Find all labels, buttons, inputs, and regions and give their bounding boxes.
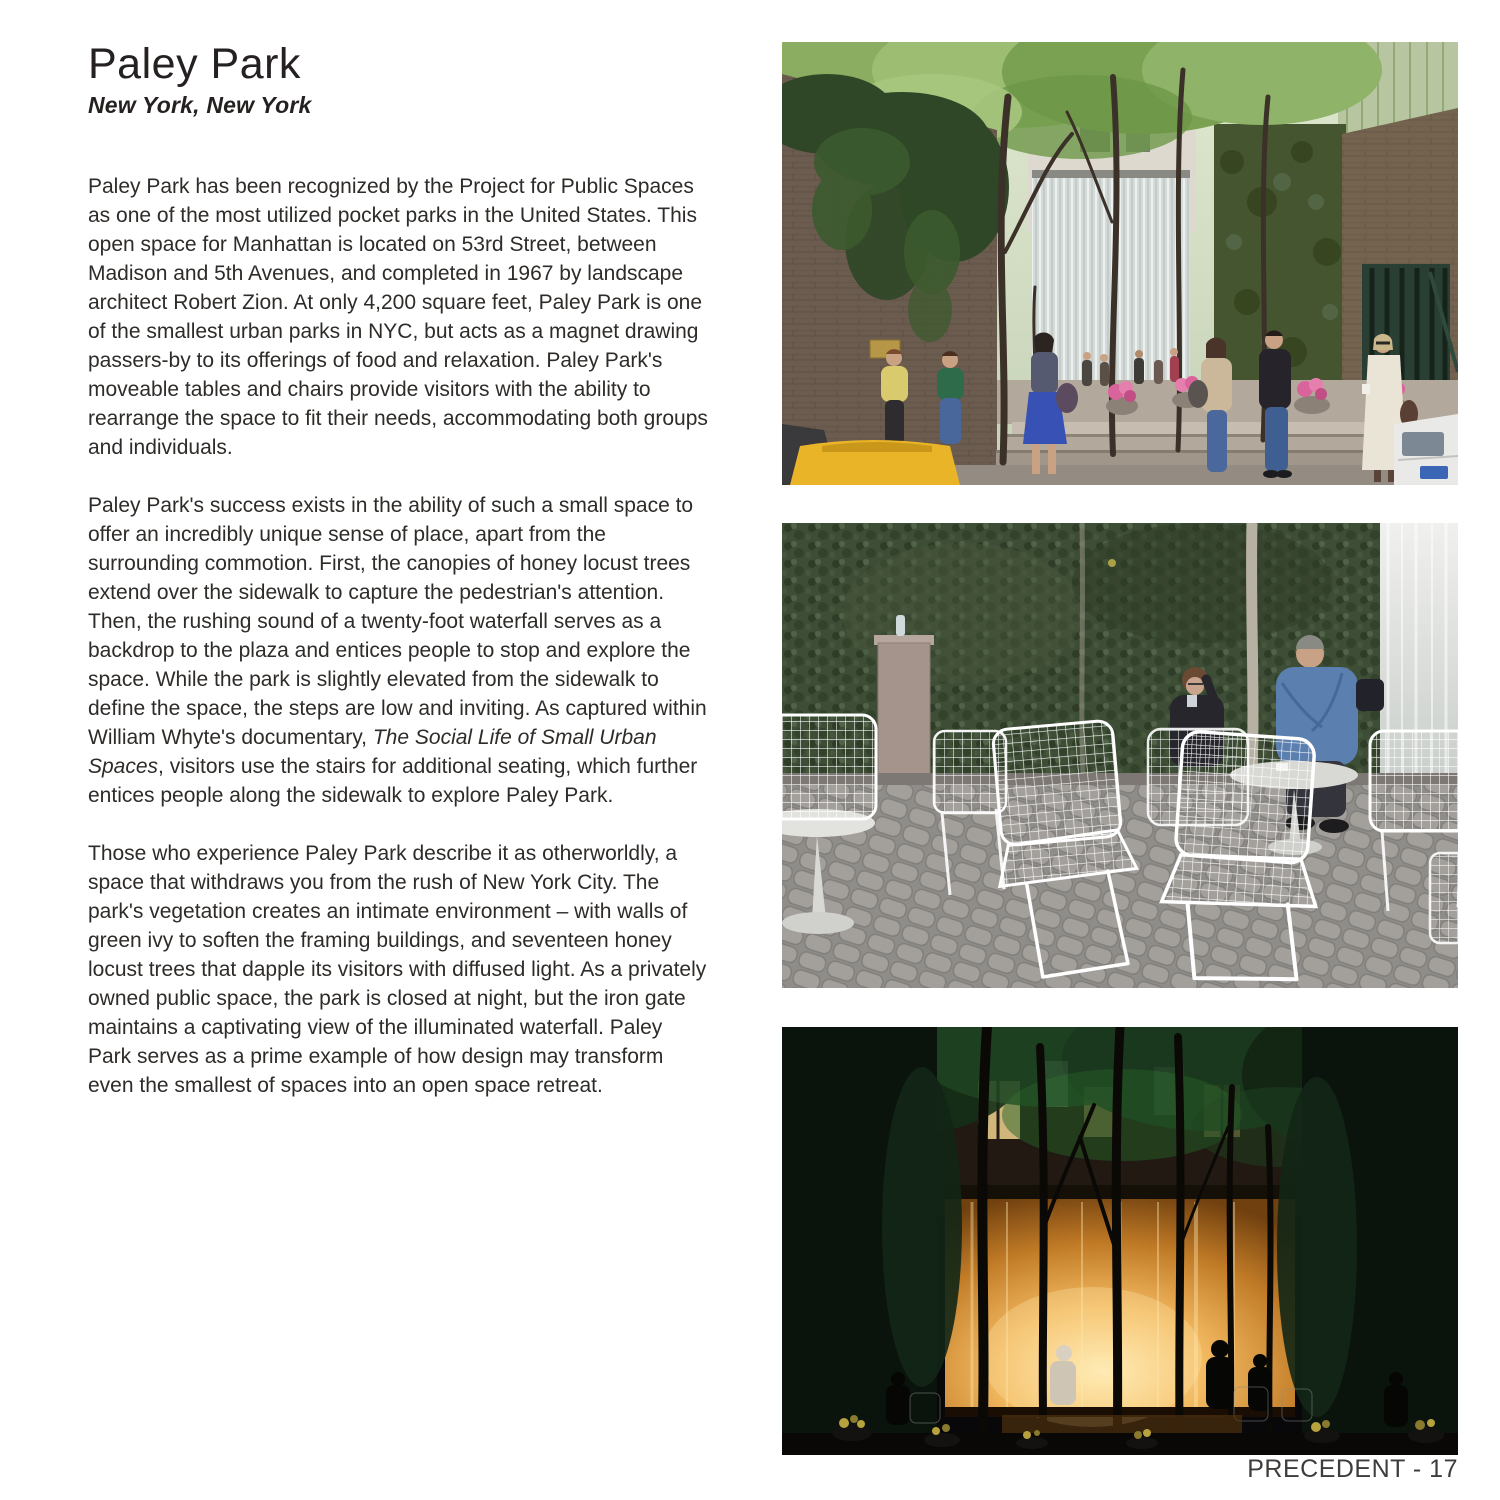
page-footer: PRECEDENT - 17 (1247, 1455, 1458, 1483)
paragraph-2-lead: Paley Park's success exists in the ability of such a small space to offer an incredibly unique sense of place, apart from the surrounding commotion. First, the canopies of honey locust trees extend over the sidewalk to capture the pedestrian's attention. Then, the rushing sound of a twenty-foot waterfall serves as a backdrop to the plaza and entices people to stop and explore the space. While the park is slightly elevated from the sidewalk to define the space, the steps are low and inviting. As captured within William Whyte's documentary, (88, 494, 707, 749)
doc-header (88, 40, 311, 119)
body-paragraph-3: Those who experience Paley Park describe it as otherworldly, a space that withdraws you from the rush of New York City. The park's vegetation creates an intimate environment – with walls of green ivy to soften the framing buildings, and seventeen honey locust trees that dapple its visitors with diffused light. As a privately owned public space, the park is closed at night, but the iron gate maintains a captivating view of the illuminated waterfall. Paley Park serves as a prime example of how design may transform even the smallest of spaces into an open space retreat. (88, 842, 707, 1097)
page-subtitle: New York, New York (88, 92, 312, 118)
photo-movable-chairs (782, 523, 1458, 988)
body-paragraph-2 (88, 491, 708, 810)
paragraph-2-tail: , visitors use the stairs for additional seating, which further entices people along the sidewalk to explore Paley Park. (88, 755, 698, 807)
body-paragraph-1: Paley Park has been recognized by the Project for Public Spaces as one of the most utilized pocket parks in the United States. This open space for Manhattan is located on 53rd Street, between Madison and 5th Avenues, and completed in 1967 by landscape architect Robert Zion. At only 4,200 square feet, Paley Park is one of the smallest urban parks in NYC, but acts as a magnet drawing passers-by to its offerings of food and relaxation. Paley Park's moveable tables and chairs provide visitors with the ability to rearrange the space to fit their needs, accommodating both groups and individuals. (88, 175, 708, 459)
photo-waterfall-night (782, 1027, 1458, 1455)
article-text (88, 172, 708, 1129)
photo-daytime-plaza (782, 42, 1458, 485)
documentary-title: The Social Life of Small Urban Spaces (88, 726, 657, 778)
page-title: Paley Park (88, 40, 301, 88)
